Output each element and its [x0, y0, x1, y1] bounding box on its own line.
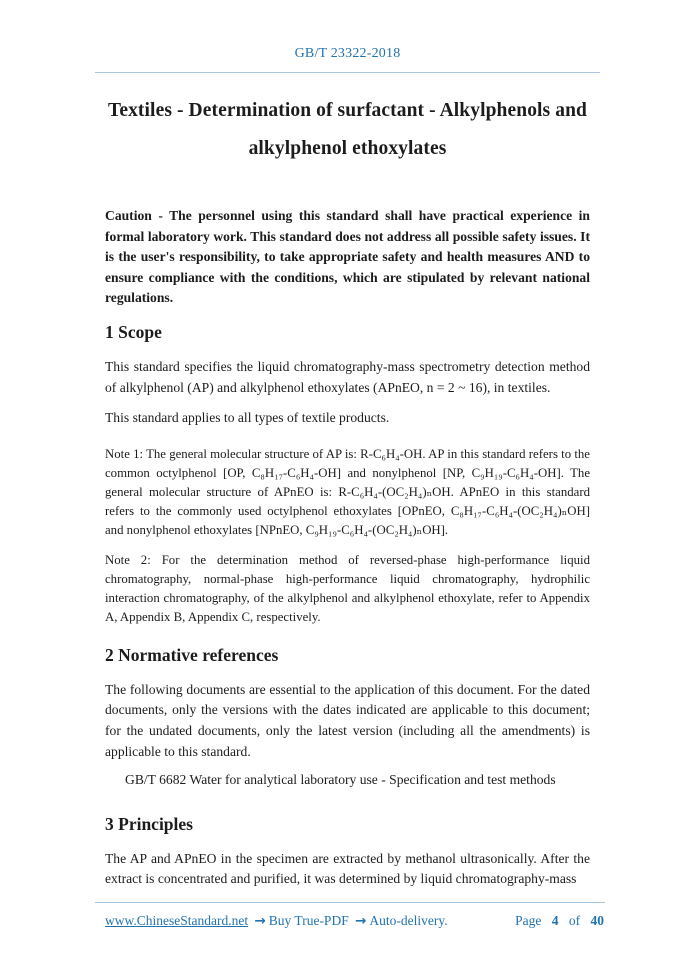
page-total: 40 — [590, 913, 604, 928]
scope-paragraph-2: This standard applies to all types of textile products. — [105, 410, 390, 426]
page-number: 4 — [551, 913, 559, 928]
page-header — [105, 45, 590, 73]
arrow-icon: → — [254, 913, 266, 929]
standard-code: GB/T 23322-2018 — [294, 46, 401, 61]
principles-paragraph: The AP and APnEO in the specimen are extracted by methanol ultrasonically. After the extract is concentrated and purified, it was determined by liquid chromatography-mass — [105, 850, 590, 887]
section-heading-scope: 1 Scope — [105, 321, 162, 342]
page-footer — [95, 902, 605, 930]
section-heading-normative-references: 2 Normative references — [105, 644, 279, 665]
of-label: of — [568, 913, 581, 928]
document-title — [105, 92, 590, 168]
document-title-line-2: alkylphenol ethoxylates — [248, 138, 447, 159]
footer-promo — [105, 912, 448, 930]
caution-paragraph: Caution - The personnel using this standard shall have practical experience in formal laboratory work. This standard does not address all possible safety issues. It is the user's responsibility, to take appropriate safety and health measures AND to ensure compliance with the conditions, which are stipulated by relevant national regulations. — [105, 208, 590, 306]
scope-paragraph-1: This standard specifies the liquid chromatography-mass spectrometry detection method of alkylphenol (AP) and alkylphenol ethoxylates (APnEO, n = 2 ~ 16), in textiles. — [105, 358, 590, 395]
footer-buy-true-pdf-text: Buy True-PDF — [268, 913, 349, 928]
header-divider — [95, 72, 600, 73]
scope-note-1: Note 1: The general molecular structure of AP is: R-C₆H₄-OH. AP in this standard refers to the common octylphenol [OP, C₈H₁₇-C₆H₄-OH] and nonylphenol [NP, C₉H₁₉-C₆H₄-OH]. The general molecular structure of APnEO is: R-C₆H₄-(OC₂H₄)ₙOH. APnEO in this standard refers to the commonly used octylphenol ethoxylates [OPnEO, C₈H₁₇-C₆H₄-(OC₂H₄)ₙOH] and nonylphenol ethoxylates [NPnEO, C₉H₁₉-C₆H₄-(OC₂H₄)ₙOH]. — [105, 446, 590, 537]
footer-row — [95, 912, 605, 930]
chinesestandard-link[interactable]: www.ChineseStandard.net — [105, 913, 249, 928]
footer-auto-delivery-text: Auto-delivery. — [369, 913, 448, 928]
section-heading-principles: 3 Principles — [105, 813, 193, 834]
footer-divider — [95, 902, 605, 903]
page-indicator — [515, 912, 604, 929]
document-title-line-1: Textiles - Determination of surfactant - Alkylphenols and — [108, 100, 587, 121]
page-label: Page — [515, 913, 542, 928]
normative-references-paragraph: The following documents are essential to the application of this document. For the dated documents, only the versions with the dates indicated are applicable to this document; for the undated documents, only the latest version (including all the amendments) is applicable to this standard. — [105, 681, 590, 759]
scope-note-2: Note 2: For the determination method of reversed-phase high-performance liquid chromatography, normal-phase high-performance liquid chromatography, hydrophilic interaction chromatography, of the alkylphenol and alkylphenol ethoxylate, refer to Appendix A, Appendix B, Appendix C, respectively. — [105, 552, 590, 624]
normative-reference-entry: GB/T 6682 Water for analytical laboratory use - Specification and test methods — [125, 772, 556, 788]
arrow-icon: → — [355, 913, 367, 929]
